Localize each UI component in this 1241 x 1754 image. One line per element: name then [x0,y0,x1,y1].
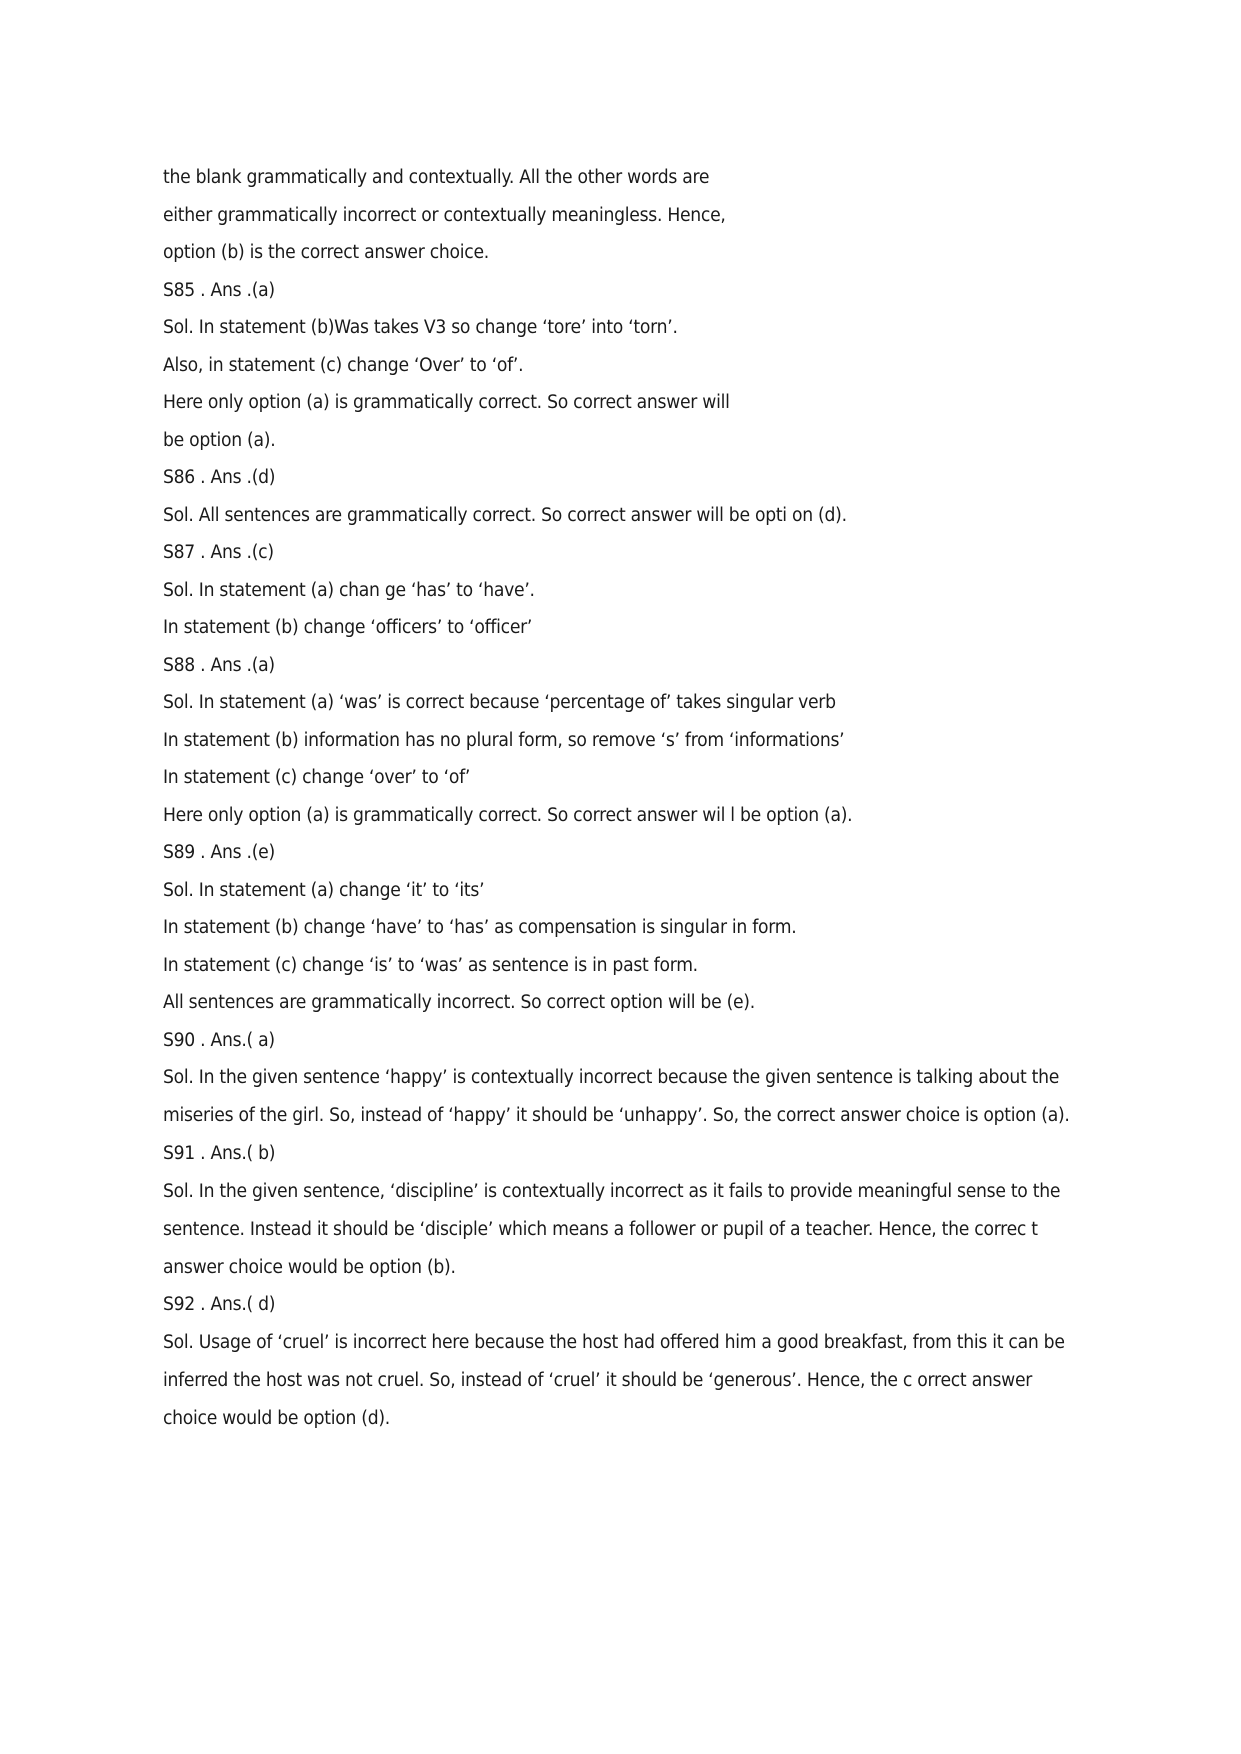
answer-heading-s91: S91 . Ans.( b) [163,1143,276,1164]
solution-paragraph: Sol. In the given sentence ‘happy’ is contextually incorrect because the given sentence is talking about the [163,1067,1060,1088]
solution-line: Sol. In statement (b)Was takes V3 so change ‘tore’ into ‘torn’. [163,317,678,338]
answer-heading-s85: S85 . Ans .(a) [163,279,275,301]
solution-line: Also, in statement (c) change ‘Over’ to ‘of’. [163,354,524,376]
text-line: the blank grammatically and contextually. All the other words are [163,167,710,188]
solution-line: In statement (c) change ‘is’ to ‘was’ as sentence is in past form. [163,954,698,976]
solution-line: be option (a). [163,429,276,451]
solution-line: All sentences are grammatically incorrect. So correct option will be (e). [163,992,755,1013]
answer-heading-s92: S92 . Ans.( d) [163,1294,276,1315]
text-line: either grammatically incorrect or contextually meaningless. Hence, [163,204,726,226]
solution-paragraph: Sol. In the given sentence, ‘discipline’ is contextually incorrect as it fails to provide meaningful sense to the [163,1180,1061,1202]
solution-line: choice would be option (d). [163,1407,390,1429]
solution-paragraph: Sol. Usage of ‘cruel’ is incorrect here because the host had offered him a good breakfast, from this it can be [163,1331,1065,1353]
solution-paragraph: miseries of the girl. So, instead of ‘happy’ it should be ‘unhappy’. So, the correct answer choice is option (a). [163,1105,1070,1126]
document-body [163,165,1083,1443]
solution-line: Sol. In statement (a) ‘was’ is correct because ‘percentage of’ takes singular verb [163,692,836,713]
solution-line: In statement (b) information has no plural form, so remove ‘s’ from ‘informations’ [163,729,845,751]
solution-paragraph: sentence. Instead it should be ‘disciple’ which means a follower or pupil of a teacher. Hence, the correc t [163,1218,1038,1240]
solution-line: In statement (c) change ‘over’ to ‘of’ [163,767,471,788]
answer-heading-s88: S88 . Ans .(a) [163,654,275,676]
solution-line: Sol. In statement (a) chan ge ‘has’ to ‘have’. [163,579,535,601]
solution-line: Sol. In statement (a) change ‘it’ to ‘its’ [163,879,485,901]
solution-line: In statement (b) change ‘have’ to ‘has’ as compensation is singular in form. [163,917,797,938]
solution-line: In statement (b) change ‘officers’ to ‘officer’ [163,617,533,638]
solution-line: Sol. All sentences are grammatically correct. So correct answer will be opti on (d). [163,504,847,526]
solution-line: Here only option (a) is grammatically correct. So correct answer wil l be option (a). [163,804,853,826]
solution-paragraph: inferred the host was not cruel. So, instead of ‘cruel’ it should be ‘generous’. Hence, the c orrect answer [163,1369,1033,1391]
solution-line: Here only option (a) is grammatically correct. So correct answer will [163,392,730,413]
answer-heading-s90: S90 . Ans.( a) [163,1029,275,1051]
text-line: option (b) is the correct answer choice. [163,242,489,263]
answer-heading-s87: S87 . Ans .(c) [163,542,274,563]
answer-heading-s86: S86 . Ans .(d) [163,467,276,488]
answer-heading-s89: S89 . Ans .(e) [163,842,275,863]
solution-line: answer choice would be option (b). [163,1256,456,1278]
